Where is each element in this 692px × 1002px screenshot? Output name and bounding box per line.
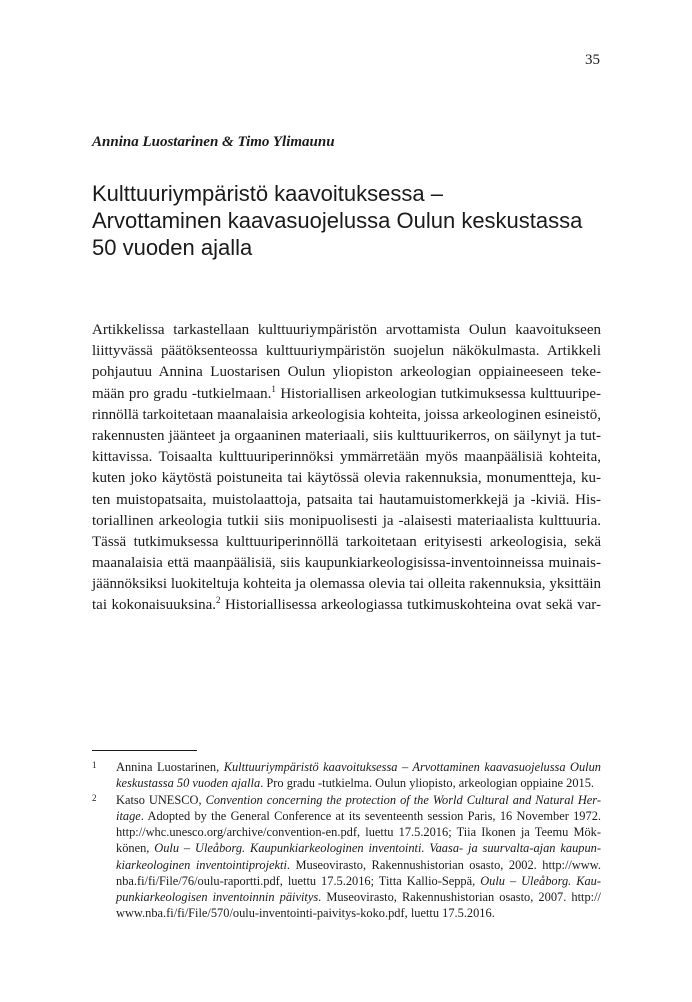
body-line: pohjautuu Annina Luostarisen Oulun yliopiston arkeologian oppiaineeseen teke- — [92, 364, 601, 381]
body-text-segment: Historiallisen arkeologian tutkimuksessa kulttuuripe- — [275, 385, 601, 402]
footnote-text: könen, — [116, 841, 155, 856]
footnote-line — [116, 792, 601, 808]
footnote-italic-text: Oulu – Uleåborg. Kau- — [480, 873, 601, 888]
footnote-text: Annina Luostarinen, — [116, 760, 224, 774]
body-line: maanalaisia että maanpäälisiä, siis kaupunkiarkeologisissa-inventoinneissa muinais- — [92, 555, 601, 572]
body-line: kittavissa. Toisaalta kulttuuriperinnöksi ymmärretään myös maanpäälisiä kohteita, — [92, 449, 601, 466]
footnote-text: . Pro gradu -tutkielma. Oulun yliopisto, arkeologian oppiaine 2015. — [260, 776, 595, 791]
footnote-italic-text: keskustassa 50 vuoden ajalla — [116, 776, 261, 791]
title-line-2: Arvottaminen kaavasuojelussa Oulun keskustassa — [92, 208, 583, 233]
footnote-separator — [92, 750, 197, 751]
footnote-line — [116, 889, 601, 905]
body-line: kuten joko käytöstä poistuneita tai käytössä olevia rakennuksia, monumentteja, ku- — [92, 470, 601, 487]
footnote-number: 2 — [92, 793, 97, 804]
footnote-text: . Adopted by the General Conference at its seventeenth session Paris, 16 November 1972. — [140, 809, 601, 824]
footnote-italic-text: itage — [116, 809, 141, 824]
footnote-ref-2[interactable]: 2 — [216, 595, 221, 606]
body-line: Tässä tutkimuksessa kulttuuriperinnöllä tarkoitetaan erityisesti arkeologisia, sekä — [92, 533, 601, 550]
body-line — [92, 384, 601, 405]
footnote-line — [116, 775, 601, 791]
footnote-line — [116, 873, 601, 889]
footnote-italic-text: kiarkeologinen inventointiprojekti — [116, 857, 287, 872]
body-line: Artikkelissa tarkastellaan kulttuuriympäristön arvottamista Oulun kaavoitukseen — [92, 322, 601, 338]
footnote-italic-text: Convention concerning the protection of the World Cultural and Natural Her- — [205, 793, 601, 808]
footnote-italic-text: Oulu – Uleåborg. Kaupunkiarkeologinen inventointi. Vaasa- ja suurvalta-ajan kaupun- — [154, 841, 601, 856]
footnote-line — [116, 857, 601, 873]
body-line: rakennusten jäänteet ja orgaaninen materiaali, siis kulttuurikerros, on säilynyt ja tut- — [92, 427, 601, 444]
title-line-1: Kulttuuriympäristö kaavoituksessa – — [92, 181, 443, 206]
footnote-ref-1[interactable]: 1 — [271, 383, 276, 394]
article-title — [92, 180, 612, 261]
footnote-text: . Museovirasto, Rakennushistorian osasto, 2007. http:// — [318, 889, 601, 904]
footnote-italic-text: punkiarkeologisen inventoinnin päivitys — [116, 889, 319, 904]
footnote-line — [116, 808, 601, 824]
body-line: toriallinen arkeologia tutkii siis monipuolisesti ja -alaisesti materiaalista kulttuuria. — [92, 512, 601, 529]
title-line-3: 50 vuoden ajalla — [92, 235, 253, 260]
body-paragraph — [92, 320, 601, 617]
body-line — [92, 595, 601, 616]
footnote-number: 1 — [92, 760, 97, 770]
body-text-segment: Historiallisessa arkeologiassa tutkimuskohteina ovat sekä var- — [220, 597, 601, 614]
body-line: rinnöllä tarkoitetaan maanalaisia arkeologisia kohteita, joissa arkeologinen esineistö, — [92, 406, 601, 423]
footnote-1 — [92, 759, 601, 791]
footnote-line: http://whc.unesco.org/archive/convention-en.pdf, luettu 17.5.2016; Tiia Ikonen ja Teemu Mök- — [116, 825, 601, 840]
body-line: liittyvässä päätöksenteossa kulttuuriympäristön suojelun näkökulmasta. Artikkeli — [92, 343, 601, 360]
body-text-segment: tai kokonaisuuksina. — [92, 597, 217, 614]
footnote-2 — [92, 792, 601, 921]
body-line: ten muistopatsaita, muistolaattoja, patsaita tai hautamuistomerkkejä ja -kiviä. His- — [92, 491, 601, 508]
footnote-line — [116, 840, 601, 856]
footnote-line: www.nba.fi/fi/File/570/oulu-inventointi-paivitys-koko.pdf, luettu 17.5.2016. — [116, 905, 495, 920]
footnote-text: Katso UNESCO, — [116, 793, 206, 808]
footnote-line — [116, 759, 601, 775]
body-line: jäännöksiksi luokiteltuja kohteita ja olemassa olevia tai olleita rakennuksia, yksittäin — [92, 576, 601, 593]
page-number: 35 — [585, 52, 600, 68]
footnote-italic-text: Kulttuuriympäristö kaavoituksessa – Arvottaminen kaavasuojelussa Oulun — [223, 760, 601, 774]
body-text-segment: mään pro gradu -tutkielmaan. — [92, 385, 272, 402]
footnote-text: nba.fi/fi/File/76/oulu-raportti.pdf, luettu 17.5.2016; Titta Kallio-Seppä, — [116, 873, 481, 888]
footnote-text: . Museovirasto, Rakennushistorian osasto, 2002. http://www. — [286, 857, 601, 872]
article-authors: Annina Luostarinen & Timo Ylimaunu — [92, 134, 335, 150]
footnotes — [92, 759, 601, 922]
